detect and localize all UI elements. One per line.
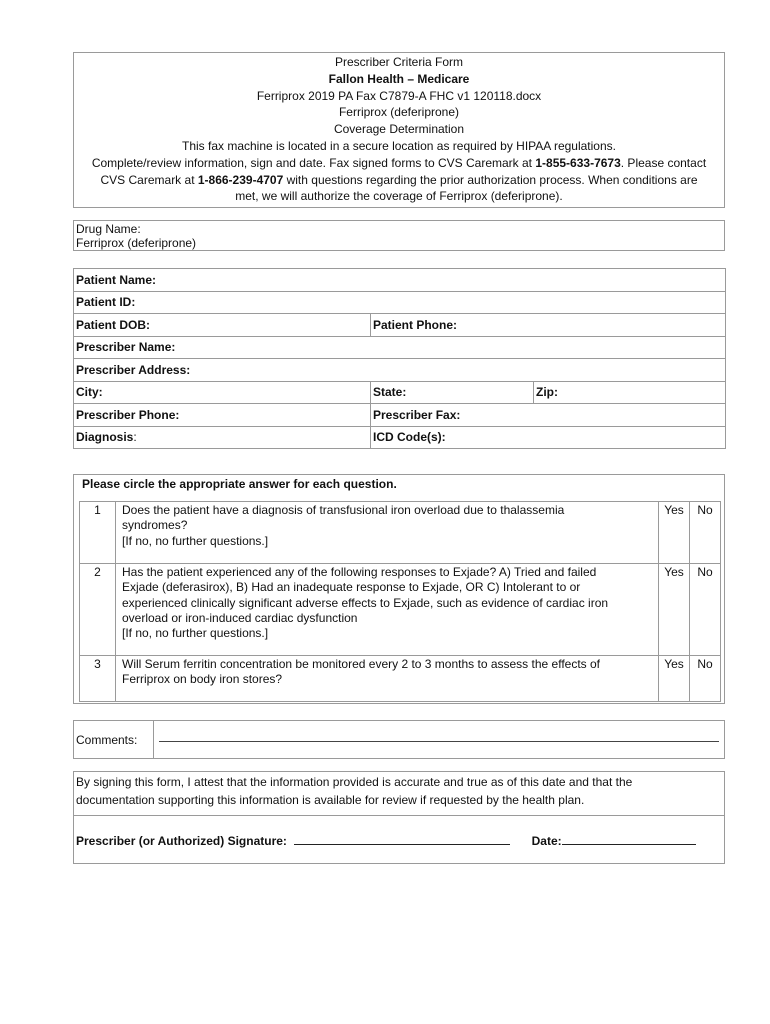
answer-no[interactable]: No bbox=[690, 564, 721, 656]
signature-label: Prescriber (or Authorized) Signature: bbox=[76, 833, 287, 848]
document-code: Ferriprox 2019 PA Fax C7879-A FHC v1 120118.docx bbox=[256, 88, 542, 103]
patient-info-table bbox=[73, 268, 726, 449]
question-number: 2 bbox=[80, 564, 116, 656]
drug-name-box bbox=[73, 220, 725, 251]
approval-note: met, we will authorize the coverage of Ferriprox (deferiprone). bbox=[235, 189, 563, 204]
fax-number: 1-855-633-7673 bbox=[535, 155, 621, 170]
state-field[interactable]: State: bbox=[371, 381, 534, 404]
signature-table bbox=[73, 771, 725, 864]
patient-id-field[interactable]: Patient ID: bbox=[74, 291, 726, 314]
patient-name-field[interactable]: Patient Name: bbox=[74, 269, 726, 292]
drug-name-label: Drug Name: bbox=[76, 222, 141, 236]
phone-number: 1-866-239-4707 bbox=[197, 172, 284, 187]
question-number: 3 bbox=[80, 656, 116, 702]
zip-field[interactable]: Zip: bbox=[534, 381, 726, 404]
question-text: Will Serum ferritin concentration be monitored every 2 to 3 months to assess the effects of Ferriprox on body iron stores? bbox=[116, 656, 659, 702]
signature-line[interactable] bbox=[294, 832, 510, 845]
form-header bbox=[73, 52, 725, 208]
question-text: Has the patient experienced any of the following responses to Exjade? A) Tried and failed Exjade (deferasirox), B) Had an inadequate response to Exjade, OR C) Intolerant to or experienced clinically significant adverse effects to Exjade, such as evidence of cardiac iron overload or iron-induced cardiac dysfunction [If no, no further questions.] bbox=[116, 564, 659, 656]
patient-dob-field[interactable]: Patient DOB: bbox=[74, 314, 371, 337]
question-row bbox=[80, 502, 721, 564]
drug-title: Ferriprox (deferiprone) bbox=[338, 105, 460, 120]
contact-instructions: CVS Caremark at 1-866-239-4707 with questions regarding the prior authorization process. When conditions are bbox=[100, 172, 698, 187]
comments-table bbox=[73, 720, 725, 759]
questions-heading: Please circle the appropriate answer for each question. bbox=[82, 477, 397, 491]
questions-section bbox=[73, 474, 725, 704]
answer-yes[interactable]: Yes bbox=[659, 564, 690, 656]
answer-no[interactable]: No bbox=[690, 656, 721, 702]
question-row bbox=[80, 564, 721, 656]
questions-table bbox=[79, 501, 721, 702]
prescriber-phone-field[interactable]: Prescriber Phone: bbox=[74, 404, 371, 427]
question-number: 1 bbox=[80, 502, 116, 564]
date-label: Date: bbox=[531, 833, 562, 848]
hipaa-notice: This fax machine is located in a secure location as required by HIPAA regulations. bbox=[181, 138, 616, 153]
answer-yes[interactable]: Yes bbox=[659, 502, 690, 564]
city-field[interactable]: City: bbox=[74, 381, 371, 404]
prescriber-name-field[interactable]: Prescriber Name: bbox=[74, 336, 726, 359]
plan-name: Fallon Health – Medicare bbox=[328, 71, 470, 86]
fax-instructions: Complete/review information, sign and date. Fax signed forms to CVS Caremark at 1-855-633-7673. Please contact bbox=[91, 155, 707, 170]
comments-label: Comments: bbox=[74, 721, 154, 759]
icd-codes-field[interactable]: ICD Code(s): bbox=[371, 426, 726, 449]
comments-field[interactable] bbox=[154, 721, 725, 759]
prescriber-fax-field[interactable]: Prescriber Fax: bbox=[371, 404, 726, 427]
coverage-title: Coverage Determination bbox=[333, 122, 465, 137]
comments-line bbox=[159, 741, 719, 742]
question-row bbox=[80, 656, 721, 702]
answer-yes[interactable]: Yes bbox=[659, 656, 690, 702]
prescriber-address-field[interactable]: Prescriber Address: bbox=[74, 359, 726, 382]
drug-name-value: Ferriprox (deferiprone) bbox=[76, 236, 197, 250]
signature-row bbox=[74, 816, 725, 864]
answer-no[interactable]: No bbox=[690, 502, 721, 564]
question-text: Does the patient have a diagnosis of transfusional iron overload due to thalassemia syndromes? [If no, no further questions.] bbox=[116, 502, 659, 564]
date-line[interactable] bbox=[562, 832, 696, 845]
form-title: Prescriber Criteria Form bbox=[334, 55, 463, 69]
patient-phone-field[interactable]: Patient Phone: bbox=[371, 314, 726, 337]
attestation-text: By signing this form, I attest that the information provided is accurate and true as of this date and that the documentation supporting this information is available for review if requested by the health plan. bbox=[74, 772, 725, 816]
diagnosis-field[interactable]: Diagnosis: bbox=[74, 426, 371, 449]
